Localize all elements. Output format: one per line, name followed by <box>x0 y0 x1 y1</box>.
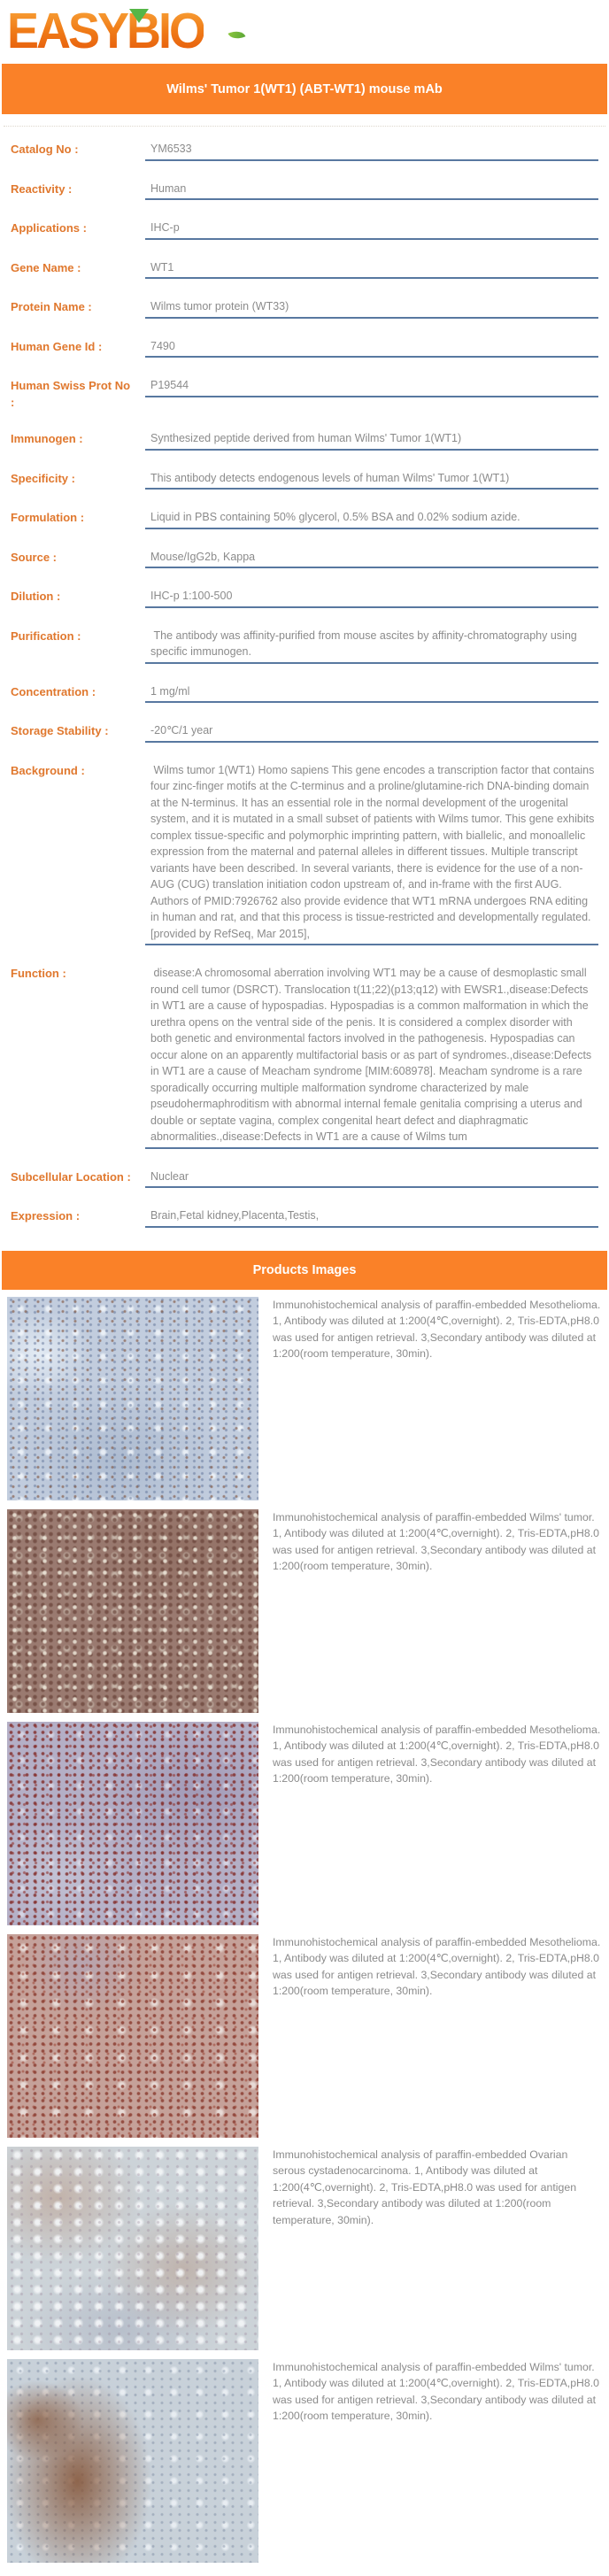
field-label: Formulation : <box>11 511 85 524</box>
field-row-catalog-no <box>11 141 598 161</box>
field-row-protein-name <box>11 298 598 319</box>
field-value: Synthesized peptide derived from human Wilms' Tumor 1(WT1) <box>145 430 598 451</box>
field-row-storage-stability <box>11 722 598 743</box>
ihc-image-wilms-tumor-2 <box>7 2359 258 2563</box>
products-images-title: Products Images <box>252 1262 357 1277</box>
ihc-caption: Immunohistochemical analysis of paraffin-embedded Ovarian serous cystadenocarcinoma. 1, Antibody was diluted at 1:200(4℃,overnight). 2, Tris-EDTA,pH8.0 was used for antigen retrieval. 3,Secondary antibody was diluted at 1:200(room temperature, 30min). <box>273 2148 577 2226</box>
field-label: Dilution : <box>11 590 61 603</box>
field-row-gene-name <box>11 259 598 280</box>
field-row-formulation <box>11 509 598 529</box>
field-value: Brain,Fetal kidney,Placenta,Testis, <box>145 1207 598 1228</box>
field-label: Concentration : <box>11 684 96 698</box>
field-value: Wilms tumor protein (WT33) <box>145 298 598 319</box>
field-label: Expression : <box>11 1209 81 1222</box>
field-value: Wilms tumor 1(WT1) Homo sapiens This gene encodes a transcription factor that contains four zinc-finger motifs at the C-terminus and a proline/glutamine-rich DNA-binding domain at the N-terminus. It has an essential role in the normal development of the urogenital system, and it is mutated in a small subset of patients with Wilms tumor. This gene exhibits complex tissue-specific and polymorphic imprinting pattern, with biallelic, and monoallelic expression from the maternal and paternal alleles in different tissues. Multiple transcript variants have been described. In several variants, there is evidence for the use of a non-AUG (CUG) translation initiation codon upstream of, and in-frame with the first AUG. Authors of PMID:7926762 also provide evidence that WT1 mRNA undergoes RNA editing in human and rat, and that this process is tissue-restricted and developmentally regulated. [provided by RefSeq, Mar 2015], <box>145 762 598 946</box>
field-label: Purification : <box>11 629 81 643</box>
field-value: P19544 <box>145 377 598 397</box>
field-label: Storage Stability : <box>11 724 109 737</box>
field-label: Human Swiss Prot No : <box>11 379 131 409</box>
field-value: YM6533 <box>145 141 598 161</box>
field-value: IHC-p <box>145 220 598 240</box>
field-label: Applications : <box>11 221 87 235</box>
field-value: Mouse/IgG2b, Kappa <box>145 549 598 569</box>
field-value: This antibody detects endogenous levels of human Wilms' Tumor 1(WT1) <box>145 470 598 490</box>
field-value: WT1 <box>145 259 598 280</box>
ihc-caption: Immunohistochemical analysis of paraffin-embedded Wilms' tumor. 1, Antibody was diluted at 1:200(4℃,overnight). 2, Tris-EDTA,pH8.0 was used for antigen retrieval. 3,Secondary antibody was diluted at 1:200(room temperature, 30min). <box>273 2360 600 2422</box>
ihc-caption: Immunohistochemical analysis of paraffin-embedded Mesothelioma. 1, Antibody was diluted at 1:200(4℃,overnight). 2, Tris-EDTA,pH8.0 was used for antigen retrieval. 3,Secondary antibody was diluted at 1:200(room temperature, 30min). <box>273 1935 601 1997</box>
field-row-reactivity <box>11 181 598 201</box>
field-label: Function : <box>11 967 66 980</box>
ihc-image-ovarian-cystadenocarcinoma <box>7 2147 258 2350</box>
logo-triangle-icon <box>129 9 149 23</box>
product-image-block-4 <box>0 1934 609 2138</box>
field-label: Reactivity : <box>11 181 73 196</box>
field-value: Human <box>145 181 598 201</box>
ihc-image-mesothelioma-2 <box>7 1722 258 1925</box>
field-value: Liquid in PBS containing 50% glycerol, 0.5% BSA and 0.02% sodium azide. <box>145 509 598 529</box>
field-row-subcellular-location <box>11 1168 598 1189</box>
field-value: disease:A chromosomal aberration involving WT1 may be a cause of desmoplastic small round cell tumor (DSRCT). Translocation t(11;22)(p13;q12) with EWSR1.,disease:Defects in WT1 are a cause of hypospadias. Hypospadias is a common malformation in which the urethra opens on the ventral side of the penis. It is considered a complex disorder with both genetic and environmental factors involved in the pathogenesis. Hypospadias can occur alone on an apparently multifactorial basis or as part of syndromes.,disease:Defects in WT1 are a cause of Meacham syndrome [MIM:608978]. Meacham syndrome is a rare sporadically occurring multiple malformation syndrome characterized by male pseudohermaphroditism with abnormal internal female genitalia comprising a uterus and double or septate vagina, complex congenital heart defect and diaphragmatic abnormalities.,disease:Defects in WT1 are a cause of Wilms tum <box>145 965 598 1149</box>
field-value: -20℃/1 year <box>145 722 598 743</box>
field-row-expression <box>11 1207 598 1228</box>
field-row-immunogen <box>11 430 598 451</box>
product-image-block-3 <box>0 1722 609 1925</box>
ihc-image-wilms-tumor-1 <box>7 1509 258 1713</box>
field-row-purification <box>11 628 598 664</box>
ihc-caption: Immunohistochemical analysis of paraffin-embedded Mesothelioma. 1, Antibody was diluted at 1:200(4℃,overnight). 2, Tris-EDTA,pH8.0 was used for antigen retrieval. 3,Secondary antibody was diluted at 1:200(room temperature, 30min). <box>273 1723 601 1785</box>
ihc-caption: Immunohistochemical analysis of paraffin-embedded Mesothelioma. 1, Antibody was diluted at 1:200(4℃,overnight). 2, Tris-EDTA,pH8.0 was used for antigen retrieval. 3,Secondary antibody was diluted at 1:200(room temperature, 30min). <box>273 1298 601 1360</box>
product-image-block-6 <box>0 2359 609 2563</box>
field-label: Background : <box>11 763 85 777</box>
product-title-bar <box>2 64 607 114</box>
datasheet-fields <box>0 127 609 1251</box>
field-row-applications <box>11 220 598 240</box>
header-logo <box>0 0 609 64</box>
ihc-image-mesothelioma-1 <box>7 1297 258 1500</box>
field-label: Human Gene Id : <box>11 339 103 353</box>
ihc-image-mesothelioma-3 <box>7 1934 258 2138</box>
field-label: Source : <box>11 550 58 564</box>
field-label: Protein Name : <box>11 300 92 313</box>
products-images-header-bar <box>2 1251 607 1290</box>
field-row-swiss-prot <box>11 377 598 411</box>
field-label: Specificity : <box>11 471 75 485</box>
field-value: IHC-p 1:100-500 <box>145 588 598 608</box>
field-row-human-gene-id <box>11 338 598 359</box>
field-value: The antibody was affinity-purified from mouse ascites by affinity-chromatography using specific immunogen. <box>145 628 598 664</box>
field-row-background <box>11 762 598 946</box>
field-value: 1 mg/ml <box>145 683 598 704</box>
field-row-specificity <box>11 470 598 490</box>
field-value: 7490 <box>145 338 598 359</box>
product-image-block-5 <box>0 2147 609 2350</box>
ihc-caption: Immunohistochemical analysis of paraffin-embedded Wilms' tumor. 1, Antibody was diluted at 1:200(4℃,overnight). 2, Tris-EDTA,pH8.0 was used for antigen retrieval. 3,Secondary antibody was diluted at 1:200(room temperature, 30min). <box>273 1510 600 1572</box>
product-title: Wilms' Tumor 1(WT1) (ABT-WT1) mouse mAb <box>166 81 443 96</box>
product-image-block-2 <box>0 1509 609 1713</box>
field-row-function <box>11 965 598 1149</box>
product-image-block-1 <box>0 1297 609 1500</box>
field-label: Immunogen : <box>11 432 83 445</box>
logo-leaf-icon <box>227 27 245 42</box>
field-value: Nuclear <box>145 1168 598 1189</box>
field-label: Subcellular Location : <box>11 1169 131 1184</box>
field-label: Gene Name : <box>11 260 81 274</box>
field-row-source <box>11 549 598 569</box>
field-row-concentration <box>11 683 598 704</box>
field-row-dilution <box>11 588 598 608</box>
easybio-logo-text: EASYBIO <box>7 3 204 59</box>
field-label: Catalog No : <box>11 143 79 156</box>
